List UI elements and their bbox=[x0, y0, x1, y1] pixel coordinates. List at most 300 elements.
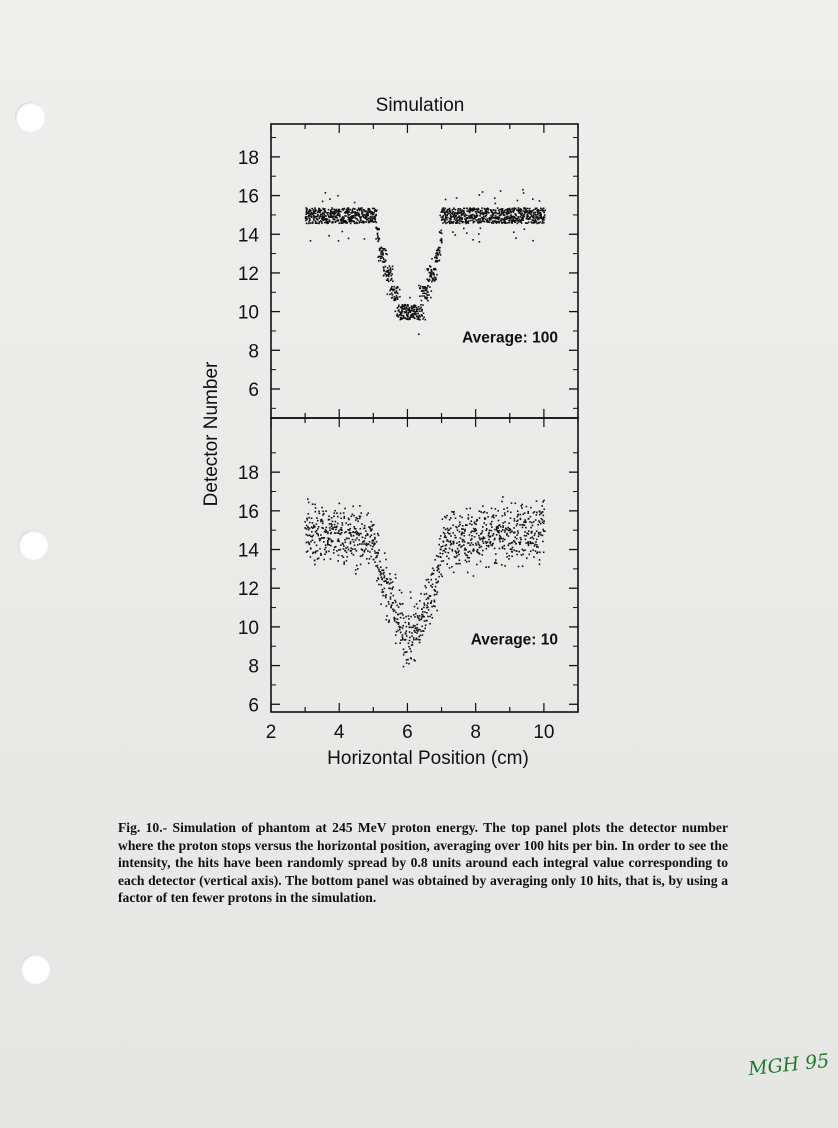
scatter-point bbox=[391, 286, 393, 288]
scatter-point bbox=[377, 565, 379, 567]
scatter-point bbox=[515, 237, 517, 239]
scatter-point bbox=[338, 240, 340, 242]
scatter-point bbox=[488, 546, 490, 548]
scatter-point bbox=[466, 207, 468, 209]
scatter-point bbox=[476, 211, 478, 213]
scatter-point bbox=[392, 268, 394, 270]
scatter-point bbox=[426, 287, 428, 289]
scatter-point bbox=[543, 515, 545, 517]
scatter-point bbox=[526, 558, 528, 560]
scatter-point bbox=[420, 635, 422, 637]
scatter-point bbox=[346, 221, 348, 223]
scatter-point bbox=[320, 553, 322, 555]
scatter-point bbox=[517, 516, 519, 518]
scatter-point bbox=[419, 639, 421, 641]
scatter-point bbox=[317, 218, 319, 220]
scatter-point bbox=[533, 209, 535, 211]
scatter-point bbox=[415, 313, 417, 315]
scatter-point bbox=[400, 626, 402, 628]
scatter-point bbox=[445, 529, 447, 531]
scatter-point bbox=[539, 563, 541, 565]
scatter-point bbox=[397, 287, 399, 289]
scatter-point bbox=[427, 285, 429, 287]
scatter-point bbox=[419, 319, 421, 321]
scatter-point bbox=[405, 639, 407, 641]
scatter-point bbox=[306, 518, 308, 520]
scatter-point bbox=[494, 197, 496, 199]
scatter-point bbox=[371, 521, 373, 523]
scatter-point bbox=[382, 589, 384, 591]
scatter-point bbox=[446, 563, 448, 565]
scatter-point bbox=[453, 216, 455, 218]
scatter-point bbox=[475, 543, 477, 545]
scatter-point bbox=[386, 567, 388, 569]
scatter-point bbox=[341, 222, 343, 224]
scatter-point bbox=[455, 517, 457, 519]
scatter-point bbox=[381, 572, 383, 574]
scatter-point bbox=[419, 629, 421, 631]
scatter-point bbox=[400, 604, 402, 606]
scatter-point bbox=[322, 521, 324, 523]
scatter-point bbox=[419, 615, 421, 617]
scatter-point bbox=[514, 518, 516, 520]
scatter-point bbox=[482, 550, 484, 552]
scatter-point bbox=[386, 271, 388, 273]
scatter-point bbox=[451, 566, 453, 568]
scatter-point bbox=[306, 223, 308, 225]
scatter-point bbox=[346, 556, 348, 558]
scatter-point bbox=[500, 220, 502, 222]
scatter-point bbox=[519, 212, 521, 214]
scatter-point bbox=[508, 558, 510, 560]
scatter-point bbox=[402, 305, 404, 307]
scatter-point bbox=[408, 311, 410, 313]
scatter-point bbox=[436, 260, 438, 262]
scatter-point bbox=[536, 208, 538, 210]
scatter-point bbox=[358, 539, 360, 541]
scatter-point bbox=[502, 538, 504, 540]
scatter-point bbox=[373, 559, 375, 561]
scatter-point bbox=[440, 546, 442, 548]
scatter-point bbox=[378, 569, 380, 571]
scatter-point bbox=[325, 547, 327, 549]
scatter-point bbox=[397, 630, 399, 632]
scatter-point bbox=[312, 214, 314, 216]
scatter-point bbox=[321, 222, 323, 224]
scatter-point bbox=[441, 238, 443, 240]
scatter-point bbox=[469, 211, 471, 213]
scatter-point bbox=[357, 518, 359, 520]
scatter-point bbox=[430, 266, 432, 268]
scatter-point bbox=[421, 626, 423, 628]
scatter-point bbox=[354, 202, 356, 204]
scatter-point bbox=[353, 531, 355, 533]
scatter-point bbox=[319, 513, 321, 515]
scatter-point bbox=[389, 290, 391, 292]
scatter-point bbox=[352, 210, 354, 212]
scatter-point bbox=[527, 208, 529, 210]
scatter-point bbox=[435, 579, 437, 581]
scatter-point bbox=[340, 518, 342, 520]
scatter-point bbox=[514, 532, 516, 534]
scatter-point bbox=[396, 295, 398, 297]
scatter-point bbox=[476, 219, 478, 221]
scatter-point bbox=[320, 215, 322, 217]
y-tick-label: 12 bbox=[237, 263, 259, 285]
scatter-point bbox=[473, 221, 475, 223]
scatter-point bbox=[383, 259, 385, 261]
scatter-point bbox=[350, 523, 352, 525]
scatter-point bbox=[389, 294, 391, 296]
scatter-point bbox=[457, 529, 459, 531]
scatter-point bbox=[409, 297, 411, 299]
scatter-point bbox=[392, 609, 394, 611]
scatter-point bbox=[478, 535, 480, 537]
scatter-point bbox=[458, 208, 460, 210]
scatter-point bbox=[531, 522, 533, 524]
scatter-point bbox=[462, 539, 464, 541]
scatter-point bbox=[511, 556, 513, 558]
scatter-point bbox=[382, 257, 384, 259]
scatter-point bbox=[335, 521, 337, 523]
scatter-point bbox=[443, 550, 445, 552]
scatter-point bbox=[360, 533, 362, 535]
scatter-point bbox=[500, 537, 502, 539]
scatter-point bbox=[306, 528, 308, 530]
scatter-point bbox=[383, 569, 385, 571]
scatter-point bbox=[309, 218, 311, 220]
scatter-point bbox=[408, 622, 410, 624]
scatter-point bbox=[344, 516, 346, 518]
scatter-point bbox=[370, 211, 372, 213]
scatter-point bbox=[318, 557, 320, 559]
scatter-point bbox=[370, 216, 372, 218]
scatter-point bbox=[443, 560, 445, 562]
scatter-point bbox=[403, 317, 405, 319]
scatter-point bbox=[462, 525, 464, 527]
scatter-point bbox=[450, 535, 452, 537]
scatter-point bbox=[476, 544, 478, 546]
scatter-point bbox=[448, 558, 450, 560]
scatter-point bbox=[417, 316, 419, 318]
scatter-point bbox=[474, 218, 476, 220]
scatter-point bbox=[409, 307, 411, 309]
scatter-point bbox=[310, 222, 312, 224]
scatter-point bbox=[355, 539, 357, 541]
scatter-point bbox=[402, 627, 404, 629]
scatter-point bbox=[413, 630, 415, 632]
scatter-point bbox=[383, 591, 385, 593]
scatter-point bbox=[333, 516, 335, 518]
scatter-point bbox=[310, 535, 312, 537]
scatter-point bbox=[388, 603, 390, 605]
scatter-point bbox=[502, 496, 504, 498]
scatter-point bbox=[428, 294, 430, 296]
scatter-point bbox=[468, 557, 470, 559]
scatter-point bbox=[439, 247, 441, 249]
scatter-point bbox=[536, 500, 538, 502]
scatter-point bbox=[343, 208, 345, 210]
scatter-point bbox=[426, 290, 428, 292]
scatter-point bbox=[520, 221, 522, 223]
scatter-point bbox=[368, 526, 370, 528]
scatter-point bbox=[494, 539, 496, 541]
scatter-point bbox=[439, 571, 441, 573]
scatter-point bbox=[311, 216, 313, 218]
scatter-point bbox=[472, 220, 474, 222]
scatter-point bbox=[498, 213, 500, 215]
scatter-point bbox=[540, 210, 542, 212]
scatter-point bbox=[416, 632, 418, 634]
scatter-point bbox=[504, 512, 506, 514]
scatter-point bbox=[379, 561, 381, 563]
scatter-point bbox=[354, 548, 356, 550]
scatter-point bbox=[438, 576, 440, 578]
scatter-point bbox=[524, 549, 526, 551]
scatter-point bbox=[538, 535, 540, 537]
scatter-point bbox=[513, 549, 515, 551]
scatter-point bbox=[426, 593, 428, 595]
scatter-point bbox=[459, 521, 461, 523]
scatter-point bbox=[479, 553, 481, 555]
scatter-point bbox=[396, 290, 398, 292]
scatter-point bbox=[520, 518, 522, 520]
scatter-point bbox=[463, 221, 465, 223]
scatter-point bbox=[434, 606, 436, 608]
scatter-point bbox=[543, 523, 545, 525]
scatter-point bbox=[504, 529, 506, 531]
scatter-point bbox=[419, 308, 421, 310]
scatter-point bbox=[361, 543, 363, 545]
scatter-point bbox=[500, 536, 502, 538]
scatter-point bbox=[340, 544, 342, 546]
scatter-point bbox=[429, 623, 431, 625]
scatter-point bbox=[308, 513, 310, 515]
scatter-point bbox=[473, 215, 475, 217]
scatter-point bbox=[427, 294, 429, 296]
scatter-point bbox=[377, 233, 379, 235]
scatter-point bbox=[319, 540, 321, 542]
scatter-point bbox=[410, 651, 412, 653]
scatter-point bbox=[499, 548, 501, 550]
scatter-point bbox=[466, 561, 468, 563]
scatter-point bbox=[360, 528, 362, 530]
scatter-point bbox=[428, 598, 430, 600]
scatter-point bbox=[408, 663, 410, 665]
scatter-point bbox=[502, 546, 504, 548]
scatter-point bbox=[459, 563, 461, 565]
scatter-point bbox=[397, 293, 399, 295]
scatter-point bbox=[480, 228, 482, 230]
scatter-point bbox=[498, 532, 500, 534]
scatter-point bbox=[478, 208, 480, 210]
scatter-point bbox=[543, 509, 545, 511]
scatter-point bbox=[376, 555, 378, 557]
scatter-point bbox=[406, 635, 408, 637]
scatter-point bbox=[388, 270, 390, 272]
scatter-point bbox=[477, 551, 479, 553]
scatter-point bbox=[459, 210, 461, 212]
scatter-point bbox=[469, 534, 471, 536]
scatter-point bbox=[338, 549, 340, 551]
scatter-point bbox=[444, 209, 446, 211]
scatter-point bbox=[486, 528, 488, 530]
scatter-point bbox=[488, 566, 490, 568]
scatter-point bbox=[528, 545, 530, 547]
scatter-point bbox=[464, 549, 466, 551]
scatter-point bbox=[347, 214, 349, 216]
scatter-point bbox=[415, 627, 417, 629]
scatter-point bbox=[386, 605, 388, 607]
scatter-point bbox=[474, 530, 476, 532]
scatter-point bbox=[308, 529, 310, 531]
scatter-point bbox=[457, 552, 459, 554]
scatter-point bbox=[379, 250, 381, 252]
scatter-point bbox=[541, 505, 543, 507]
scatter-point bbox=[398, 614, 400, 616]
scatter-point bbox=[482, 554, 484, 556]
scatter-point bbox=[458, 525, 460, 527]
scatter-point bbox=[457, 222, 459, 224]
scatter-point bbox=[402, 638, 404, 640]
scatter-point bbox=[432, 584, 434, 586]
scatter-point bbox=[306, 542, 308, 544]
scatter-point bbox=[316, 545, 318, 547]
scatter-point bbox=[430, 273, 432, 275]
scatter-point bbox=[378, 584, 380, 586]
scatter-point bbox=[327, 544, 329, 546]
scatter-point bbox=[455, 551, 457, 553]
scatter-point bbox=[542, 501, 544, 503]
scatter-point bbox=[377, 241, 379, 243]
scatter-point bbox=[454, 212, 456, 214]
scatter-point bbox=[340, 534, 342, 536]
scatter-point bbox=[345, 542, 347, 544]
scatter-point bbox=[350, 223, 352, 225]
scatter-point bbox=[373, 212, 375, 214]
scatter-point bbox=[346, 560, 348, 562]
scatter-point bbox=[323, 541, 325, 543]
scatter-point bbox=[343, 561, 345, 563]
scatter-point bbox=[529, 554, 531, 556]
scatter-point bbox=[402, 603, 404, 605]
scatter-point bbox=[525, 542, 527, 544]
scatter-point bbox=[390, 593, 392, 595]
scatter-point bbox=[467, 555, 469, 557]
scatter-point bbox=[403, 617, 405, 619]
scatter-point bbox=[313, 525, 315, 527]
scatter-point bbox=[414, 318, 416, 320]
scatter-point bbox=[332, 540, 334, 542]
scatter-point bbox=[525, 222, 527, 224]
scatter-point bbox=[458, 541, 460, 543]
scatter-point bbox=[372, 214, 374, 216]
scatter-point bbox=[444, 208, 446, 210]
scatter-point bbox=[372, 212, 374, 214]
scatter-point bbox=[404, 652, 406, 654]
scatter-point bbox=[365, 548, 367, 550]
scatter-point bbox=[326, 530, 328, 532]
scatter-point bbox=[413, 614, 415, 616]
scatter-point bbox=[313, 212, 315, 214]
scatter-point bbox=[414, 305, 416, 307]
scatter-point bbox=[446, 219, 448, 221]
scatter-point bbox=[356, 532, 358, 534]
scatter-point bbox=[320, 554, 322, 556]
scatter-point bbox=[460, 208, 462, 210]
scatter-point bbox=[308, 517, 310, 519]
scatter-point bbox=[485, 566, 487, 568]
scatter-point bbox=[460, 220, 462, 222]
scatter-point bbox=[309, 215, 311, 217]
scatter-point bbox=[349, 528, 351, 530]
scatter-point bbox=[440, 556, 442, 558]
scatter-point bbox=[314, 526, 316, 528]
scatter-point bbox=[484, 537, 486, 539]
scatter-point bbox=[364, 238, 366, 240]
scatter-point bbox=[516, 525, 518, 527]
scatter-point bbox=[324, 537, 326, 539]
scatter-point bbox=[330, 558, 332, 560]
scatter-point bbox=[350, 543, 352, 545]
scatter-point bbox=[531, 531, 533, 533]
scatter-point bbox=[495, 508, 497, 510]
scatter-point bbox=[483, 212, 485, 214]
scatter-point bbox=[342, 522, 344, 524]
scatter-point bbox=[525, 527, 527, 529]
scatter-point bbox=[483, 221, 485, 223]
scatter-point bbox=[440, 564, 442, 566]
scatter-point bbox=[495, 203, 497, 205]
scatter-point bbox=[419, 315, 421, 317]
y-tick-label: 18 bbox=[237, 147, 259, 169]
scatter-point bbox=[536, 544, 538, 546]
scatter-point bbox=[338, 223, 340, 225]
scatter-point bbox=[438, 544, 440, 546]
scatter-point bbox=[441, 217, 443, 219]
scatter-point bbox=[337, 219, 339, 221]
scatter-point bbox=[491, 210, 493, 212]
scatter-point bbox=[418, 617, 420, 619]
scatter-point bbox=[433, 570, 435, 572]
scatter-point bbox=[356, 537, 358, 539]
scatter-point bbox=[536, 223, 538, 225]
scatter-point bbox=[463, 228, 465, 230]
scatter-point bbox=[533, 556, 535, 558]
scatter-point bbox=[307, 208, 309, 210]
scatter-point bbox=[536, 546, 538, 548]
scatter-point bbox=[543, 212, 545, 214]
scatter-point bbox=[315, 511, 317, 513]
scatter-point bbox=[420, 288, 422, 290]
scatter-point bbox=[488, 532, 490, 534]
scatter-point bbox=[341, 527, 343, 529]
scatter-point bbox=[449, 223, 451, 225]
scatter-point bbox=[495, 210, 497, 212]
scatter-point bbox=[379, 238, 381, 240]
scatter-point bbox=[534, 545, 536, 547]
scatter-point bbox=[498, 209, 500, 211]
scatter-point bbox=[389, 265, 391, 267]
scatter-point bbox=[310, 541, 312, 543]
scatter-point bbox=[419, 295, 421, 297]
scatter-point bbox=[339, 210, 341, 212]
scatter-point bbox=[446, 515, 448, 517]
scatter-point bbox=[510, 529, 512, 531]
scatter-point bbox=[470, 520, 472, 522]
scatter-point bbox=[360, 217, 362, 219]
scatter-point bbox=[465, 213, 467, 215]
